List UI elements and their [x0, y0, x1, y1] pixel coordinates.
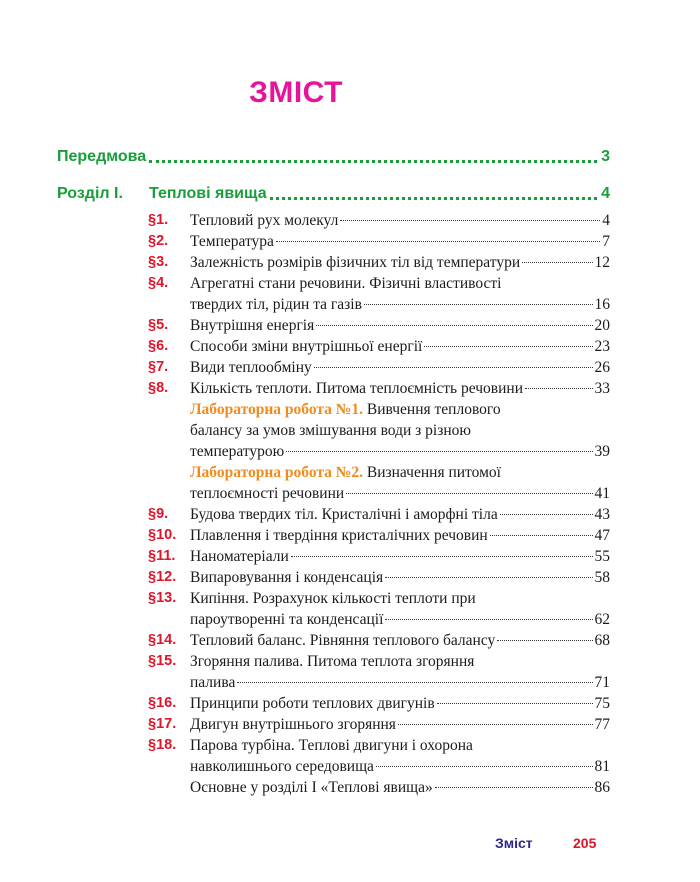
entry-title: Способи зміни внутрішньої енергії — [190, 338, 423, 355]
leader-dots — [237, 682, 592, 683]
entry-line — [190, 588, 610, 609]
entry-title: Залежність розмірів фізичних тіл від температури — [190, 254, 521, 271]
leader-dots — [490, 535, 593, 536]
entry-title: Наноматеріали — [190, 548, 289, 565]
entry-line — [190, 609, 610, 630]
section-number: §8. — [148, 380, 169, 396]
entry-title: навколишнього середовища — [190, 758, 374, 775]
leader-dots — [497, 640, 592, 641]
entry-line — [190, 462, 610, 483]
entry-title: Кипіння. Розрахунок кількості теплоти при — [190, 590, 476, 607]
entry-title: температурою — [190, 443, 285, 460]
entry-title: Види теплообміну — [190, 359, 312, 376]
entry-text — [190, 378, 610, 399]
entry-title: Тепловий баланс. Рівняння теплового балансу — [190, 632, 496, 649]
toc-entry[interactable] — [148, 546, 610, 567]
entry-line — [190, 441, 610, 462]
page-number: 68 — [594, 632, 610, 649]
section-number: §14. — [148, 632, 177, 648]
entry-title: палива — [190, 674, 236, 691]
preface-label: Передмова — [57, 148, 147, 165]
page-number: 20 — [594, 317, 610, 334]
toc-entry[interactable] — [148, 525, 610, 546]
entry-line — [190, 525, 610, 546]
entry-title: Парова турбіна. Теплові двигуни і охорона — [190, 737, 473, 754]
page-number: 7 — [602, 233, 610, 250]
section-page: 4 — [601, 185, 610, 202]
page-number: 71 — [594, 674, 610, 691]
entry-text — [190, 546, 610, 567]
entry-title: Агрегатні стани речовини. Фізичні властивості — [190, 275, 502, 292]
toc-entry[interactable] — [148, 231, 610, 252]
section-number: §2. — [148, 233, 169, 249]
lab-work-label: Лабораторна робота №1. — [190, 401, 363, 418]
entry-line — [190, 672, 610, 693]
preface-page: 3 — [601, 148, 610, 165]
entry-text — [190, 630, 610, 651]
leader-dots — [500, 514, 593, 515]
section-number: §5. — [148, 317, 169, 333]
toc-entry[interactable] — [148, 777, 610, 798]
preface-line[interactable] — [57, 148, 610, 166]
page-number: 86 — [594, 779, 610, 796]
page-number: 77 — [594, 716, 610, 733]
section-label: Розділ I. — [57, 185, 123, 202]
toc-entry[interactable] — [148, 588, 610, 630]
section-number: §12. — [148, 569, 177, 585]
entry-text — [190, 357, 610, 378]
entry-title: Визначення питомої — [363, 464, 501, 481]
page-number: 47 — [594, 527, 610, 544]
section-number: §6. — [148, 338, 169, 354]
toc-entry[interactable] — [148, 273, 610, 315]
leader-dots — [398, 724, 593, 725]
leader-dots — [435, 787, 593, 788]
entry-text — [190, 252, 610, 273]
entry-title: Основне у розділі I «Теплові явища» — [190, 779, 433, 796]
entry-text — [190, 588, 610, 630]
entry-title: твердих тіл, рідин та газів — [190, 296, 362, 313]
entry-text — [190, 777, 610, 798]
entry-title: Кількість теплоти. Питома теплоємність речовини — [190, 380, 523, 397]
toc-entry[interactable] — [148, 714, 610, 735]
section-number: §3. — [148, 254, 169, 270]
toc-entry[interactable] — [148, 651, 610, 693]
entry-text — [190, 315, 610, 336]
toc-entry[interactable] — [148, 336, 610, 357]
footer-title: Зміст — [495, 835, 533, 851]
entry-text — [190, 210, 610, 231]
entry-line — [190, 483, 610, 504]
leader-dots — [437, 703, 593, 704]
page-number: 43 — [594, 506, 610, 523]
toc-entry[interactable] — [148, 504, 610, 525]
entry-text — [190, 399, 610, 462]
leader-dots — [376, 766, 593, 767]
toc-entry[interactable] — [148, 399, 610, 462]
entry-line — [190, 567, 610, 588]
entry-text — [190, 651, 610, 693]
section-number: §9. — [148, 506, 169, 522]
page-number: 55 — [594, 548, 610, 565]
leader-dots — [149, 160, 597, 163]
leader-dots — [340, 220, 600, 221]
entry-line — [190, 378, 610, 399]
page-number: 75 — [594, 695, 610, 712]
lab-work-label: Лабораторна робота №2. — [190, 464, 363, 481]
section-title: Теплові явища — [149, 185, 267, 202]
entry-text — [190, 567, 610, 588]
entry-line — [190, 252, 610, 273]
section-number: §10. — [148, 527, 177, 543]
entry-title: Згоряння палива. Питома теплота згоряння — [190, 653, 475, 670]
leader-dots — [385, 619, 592, 620]
section-number: §16. — [148, 695, 177, 711]
page-title: ЗМІСТ — [249, 76, 343, 109]
entry-line — [190, 399, 610, 420]
entry-line — [190, 420, 610, 441]
toc-entry[interactable] — [148, 693, 610, 714]
entry-text — [190, 525, 610, 546]
entry-line — [190, 504, 610, 525]
toc-entry[interactable] — [148, 630, 610, 651]
leader-dots — [525, 388, 593, 389]
entry-title: Внутрішня енергія — [190, 317, 315, 334]
entry-text — [190, 336, 610, 357]
leader-dots — [346, 493, 592, 494]
toc-entry[interactable] — [148, 252, 610, 273]
page-number: 62 — [594, 611, 610, 628]
entry-line — [190, 231, 610, 252]
entry-line — [190, 756, 610, 777]
entry-text — [190, 462, 610, 504]
entry-text — [190, 273, 610, 315]
section-line[interactable] — [57, 185, 610, 203]
leader-dots — [522, 262, 592, 263]
page-number: 58 — [594, 569, 610, 586]
entry-line — [190, 315, 610, 336]
entry-title: Будова твердих тіл. Кристалічні і аморфні тіла — [190, 506, 498, 523]
section-number: §7. — [148, 359, 169, 375]
leader-dots — [316, 325, 592, 326]
toc-entry[interactable] — [148, 567, 610, 588]
page-number: 23 — [594, 338, 610, 355]
section-number: §17. — [148, 716, 177, 732]
entry-line — [190, 273, 610, 294]
entry-title: пароутворенні та конденсації — [190, 611, 384, 628]
page-number: 81 — [594, 758, 610, 775]
entry-line — [190, 294, 610, 315]
toc-entry[interactable] — [148, 315, 610, 336]
entry-line — [190, 630, 610, 651]
footer-page-number: 205 — [573, 835, 597, 851]
entry-line — [190, 714, 610, 735]
page-number: 4 — [602, 212, 610, 229]
entry-line — [190, 336, 610, 357]
entry-line — [190, 546, 610, 567]
entry-text — [190, 231, 610, 252]
entry-line — [190, 357, 610, 378]
section-number: §4. — [148, 275, 169, 291]
page-number: 12 — [594, 254, 610, 271]
section-number: §15. — [148, 653, 177, 669]
leader-dots — [364, 304, 593, 305]
page-number: 26 — [594, 359, 610, 376]
entry-title: Температура — [190, 233, 274, 250]
toc-entry[interactable] — [148, 357, 610, 378]
section-number: §1. — [148, 212, 169, 228]
leader-dots — [314, 367, 593, 368]
entry-text — [190, 693, 610, 714]
page-number: 16 — [594, 296, 610, 313]
page-number: 33 — [594, 380, 610, 397]
leader-dots — [385, 577, 592, 578]
section-number: §18. — [148, 737, 177, 753]
entry-text — [190, 504, 610, 525]
entry-line — [190, 693, 610, 714]
entry-line — [190, 735, 610, 756]
page-number: 39 — [594, 443, 610, 460]
page-number: 41 — [594, 485, 610, 502]
entry-title: Тепловий рух молекул — [190, 212, 339, 229]
toc-entry[interactable] — [148, 210, 610, 231]
section-number: §11. — [148, 548, 176, 564]
entry-title: Вивчення теплового — [363, 401, 501, 418]
leader-dots — [270, 197, 597, 200]
entry-line — [190, 210, 610, 231]
toc-entry[interactable] — [148, 462, 610, 504]
entry-title: Випаровування і конденсація — [190, 569, 384, 586]
entry-title: теплоємності речовини — [190, 485, 345, 502]
toc-entry[interactable] — [148, 735, 610, 777]
leader-dots — [291, 556, 593, 557]
entry-title: Плавлення і твердіння кристалічних речовин — [190, 527, 488, 544]
section-number: §13. — [148, 590, 177, 606]
entry-title: балансу за умов змішування води з різною — [190, 422, 471, 439]
leader-dots — [286, 451, 592, 452]
entry-text — [190, 735, 610, 777]
entry-line — [190, 651, 610, 672]
entry-line — [190, 777, 610, 798]
entry-title: Двигун внутрішнього згоряння — [190, 716, 396, 733]
toc-entry[interactable] — [148, 378, 610, 399]
leader-dots — [424, 346, 592, 347]
entry-title: Принципи роботи теплових двигунів — [190, 695, 435, 712]
leader-dots — [276, 241, 600, 242]
entry-text — [190, 714, 610, 735]
